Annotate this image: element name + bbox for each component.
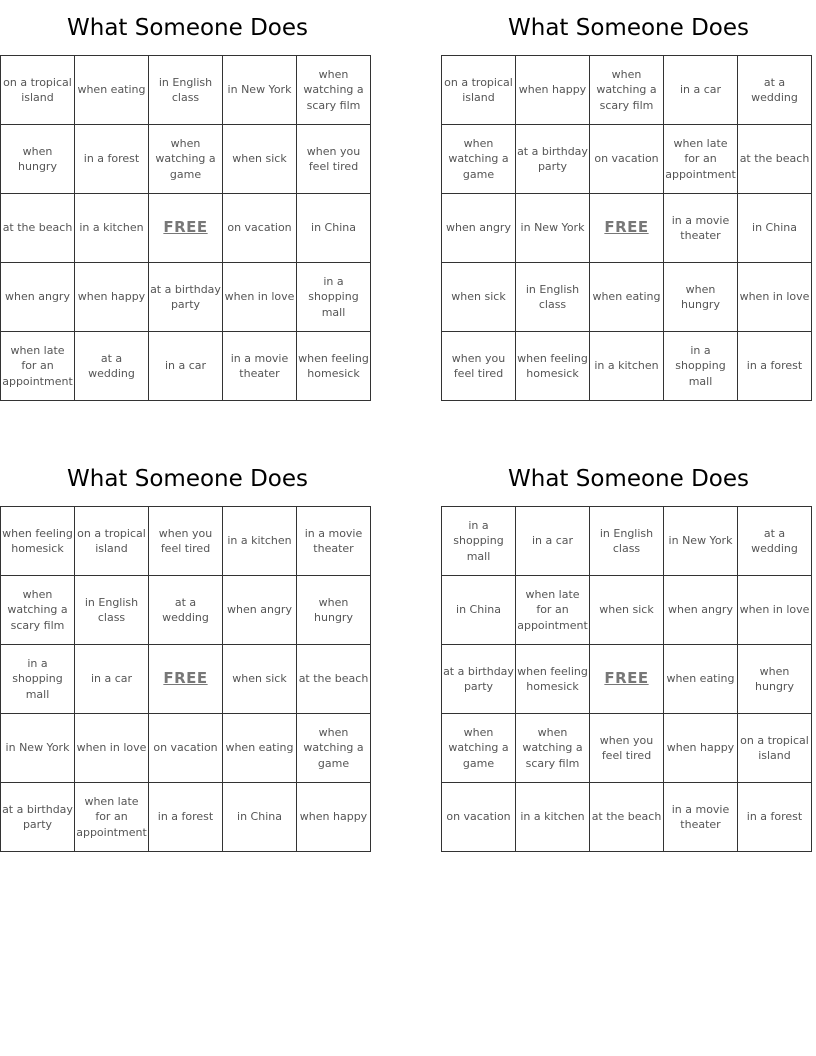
bingo-cell: when in love — [223, 263, 297, 332]
free-space-cell: FREE — [149, 645, 223, 714]
bingo-cell: when watching a game — [149, 125, 223, 194]
bingo-cell: in a shopping mall — [1, 645, 75, 714]
bingo-cell: in English class — [75, 576, 149, 645]
bingo-cell: when happy — [297, 783, 371, 852]
bingo-cell: when you feel tired — [442, 332, 516, 401]
bingo-cell: when angry — [442, 194, 516, 263]
bingo-cell: in a movie theater — [223, 332, 297, 401]
bingo-cell: at the beach — [738, 125, 812, 194]
bingo-cell: when watching a game — [442, 125, 516, 194]
bingo-card-4 — [441, 451, 816, 831]
bingo-cell: when sick — [223, 645, 297, 714]
bingo-cell: in English class — [149, 56, 223, 125]
bingo-cell: when feeling homesick — [1, 507, 75, 576]
bingo-cell: when watching a scary film — [590, 56, 664, 125]
bingo-cell: at the beach — [1, 194, 75, 263]
bingo-cell: in New York — [516, 194, 590, 263]
bingo-cell: at the beach — [297, 645, 371, 714]
bingo-cell: when eating — [223, 714, 297, 783]
bingo-cell: in a forest — [149, 783, 223, 852]
bingo-cell: when feeling homesick — [516, 332, 590, 401]
bingo-cell: when happy — [516, 56, 590, 125]
bingo-cell: when you feel tired — [297, 125, 371, 194]
bingo-cell: when you feel tired — [590, 714, 664, 783]
bingo-cell: at a wedding — [738, 507, 812, 576]
bingo-cell: when watching a scary film — [1, 576, 75, 645]
bingo-cell: when late for an appointment — [516, 576, 590, 645]
bingo-cell: in New York — [223, 56, 297, 125]
bingo-cell: at a wedding — [738, 56, 812, 125]
bingo-cell: on vacation — [149, 714, 223, 783]
bingo-cell: in a shopping mall — [297, 263, 371, 332]
bingo-cell: when in love — [738, 263, 812, 332]
bingo-cell: in a car — [664, 56, 738, 125]
bingo-cell: when watching a game — [442, 714, 516, 783]
bingo-cell: in a shopping mall — [442, 507, 516, 576]
bingo-cell: in a movie theater — [664, 194, 738, 263]
bingo-cell: when angry — [223, 576, 297, 645]
bingo-cell: when angry — [1, 263, 75, 332]
free-space-cell: FREE — [149, 194, 223, 263]
bingo-cell: when hungry — [664, 263, 738, 332]
card-title: What Someone Does — [67, 15, 308, 41]
free-space-cell: FREE — [590, 194, 664, 263]
card-title: What Someone Does — [508, 466, 749, 492]
bingo-cell: at a birthday party — [149, 263, 223, 332]
bingo-cell: when feeling homesick — [297, 332, 371, 401]
bingo-cell: when happy — [75, 263, 149, 332]
bingo-cell: in China — [442, 576, 516, 645]
bingo-cell: in a forest — [738, 332, 812, 401]
bingo-cell: when in love — [738, 576, 812, 645]
card-title: What Someone Does — [508, 15, 749, 41]
bingo-cell: when watching a scary film — [516, 714, 590, 783]
bingo-cell: in a car — [149, 332, 223, 401]
bingo-cell: on vacation — [590, 125, 664, 194]
bingo-cell: on a tropical island — [442, 56, 516, 125]
bingo-cell: in a kitchen — [590, 332, 664, 401]
bingo-grid — [0, 506, 371, 852]
bingo-cell: in a forest — [75, 125, 149, 194]
bingo-cell: when angry — [664, 576, 738, 645]
bingo-cell: on a tropical island — [1, 56, 75, 125]
free-space-cell: FREE — [590, 645, 664, 714]
bingo-cell: when late for an appointment — [664, 125, 738, 194]
bingo-card-2 — [441, 0, 816, 388]
bingo-cell: when in love — [75, 714, 149, 783]
bingo-cell: in New York — [1, 714, 75, 783]
bingo-cell: in New York — [664, 507, 738, 576]
bingo-cell: on a tropical island — [75, 507, 149, 576]
bingo-cell: when late for an appointment — [1, 332, 75, 401]
bingo-cell: when watching a game — [297, 714, 371, 783]
bingo-cell: when hungry — [738, 645, 812, 714]
bingo-cell: at the beach — [590, 783, 664, 852]
bingo-cell: when hungry — [1, 125, 75, 194]
bingo-grid — [0, 55, 371, 401]
bingo-cell: when happy — [664, 714, 738, 783]
bingo-cell: when sick — [590, 576, 664, 645]
bingo-cell: at a wedding — [149, 576, 223, 645]
bingo-cell: in a shopping mall — [664, 332, 738, 401]
bingo-cell: in a kitchen — [75, 194, 149, 263]
bingo-cell: when hungry — [297, 576, 371, 645]
bingo-cell: in China — [223, 783, 297, 852]
bingo-cell: in a car — [75, 645, 149, 714]
bingo-cell: in China — [297, 194, 371, 263]
bingo-cell: on vacation — [442, 783, 516, 852]
card-title: What Someone Does — [67, 466, 308, 492]
bingo-cell: in a movie theater — [297, 507, 371, 576]
bingo-cell: in a forest — [738, 783, 812, 852]
bingo-cell: when sick — [223, 125, 297, 194]
bingo-cell: when watching a scary film — [297, 56, 371, 125]
bingo-cell: at a birthday party — [516, 125, 590, 194]
bingo-cell: at a birthday party — [1, 783, 75, 852]
bingo-cell: on vacation — [223, 194, 297, 263]
bingo-grid — [441, 506, 812, 852]
bingo-cell: in a kitchen — [516, 783, 590, 852]
bingo-cell: at a wedding — [75, 332, 149, 401]
bingo-cell: when sick — [442, 263, 516, 332]
bingo-cell: when feeling homesick — [516, 645, 590, 714]
bingo-cell: when late for an appointment — [75, 783, 149, 852]
bingo-card-3 — [0, 451, 375, 839]
bingo-cell: in a kitchen — [223, 507, 297, 576]
bingo-cell: in English class — [590, 507, 664, 576]
bingo-cell: in a car — [516, 507, 590, 576]
bingo-card-1 — [0, 0, 375, 388]
bingo-cell: when you feel tired — [149, 507, 223, 576]
bingo-cell: at a birthday party — [442, 645, 516, 714]
bingo-cell: when eating — [590, 263, 664, 332]
bingo-cell: when eating — [75, 56, 149, 125]
bingo-cell: in China — [738, 194, 812, 263]
bingo-cell: when eating — [664, 645, 738, 714]
bingo-grid — [441, 55, 812, 401]
bingo-cell: on a tropical island — [738, 714, 812, 783]
bingo-cell: in English class — [516, 263, 590, 332]
bingo-cell: in a movie theater — [664, 783, 738, 852]
